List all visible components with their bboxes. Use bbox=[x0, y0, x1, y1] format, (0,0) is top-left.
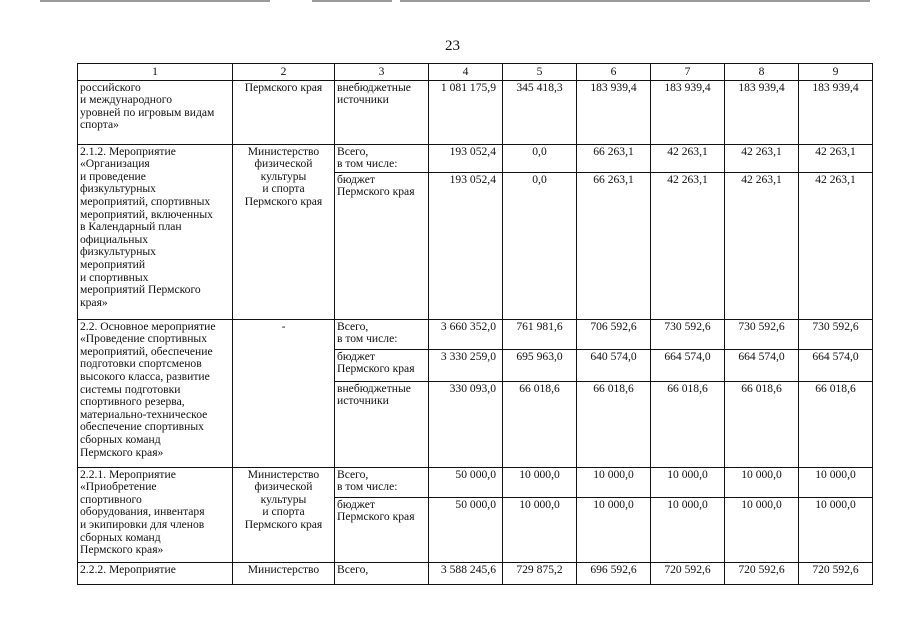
amount-cell: 10 000,0 bbox=[577, 467, 651, 497]
table-row bbox=[78, 80, 873, 144]
amount-cell: 720 592,6 bbox=[799, 562, 873, 584]
amount-cell: 183 939,4 bbox=[651, 80, 725, 144]
column-header: 5 bbox=[503, 64, 577, 81]
amount-cell: 10 000,0 bbox=[503, 497, 577, 562]
amount-cell: 66 263,1 bbox=[577, 172, 651, 319]
amount-cell: 330 093,0 bbox=[429, 381, 503, 467]
funding-source-cell: Всего, bbox=[335, 562, 429, 584]
amount-cell: 10 000,0 bbox=[651, 467, 725, 497]
activity-name-cell: 2.2.1. Мероприятие «Приобретение спортивного оборудования, инвентаря и экипировки для членов сборных команд Пермского края» bbox=[78, 467, 233, 562]
amount-cell: 66 018,6 bbox=[503, 381, 577, 467]
amount-cell: 730 592,6 bbox=[725, 319, 799, 349]
amount-cell: 720 592,6 bbox=[725, 562, 799, 584]
activity-name-cell: 2.1.2. Мероприятие «Организация и проведение физкультурных мероприятий, спортивных мероприятий, включенных в Календарный план официальных физкультурных мероприятий и спортивных мероприятий Пермского края» bbox=[78, 144, 233, 319]
amount-cell: 10 000,0 bbox=[725, 497, 799, 562]
amount-cell: 183 939,4 bbox=[725, 80, 799, 144]
responsible-cell: - bbox=[233, 319, 335, 467]
amount-cell: 66 018,6 bbox=[577, 381, 651, 467]
table-row bbox=[78, 144, 873, 172]
amount-cell: 0,0 bbox=[503, 172, 577, 319]
table-row bbox=[78, 562, 873, 584]
amount-cell: 193 052,4 bbox=[429, 144, 503, 172]
page-number: 23 bbox=[445, 38, 460, 54]
amount-cell: 729 875,2 bbox=[503, 562, 577, 584]
amount-cell: 10 000,0 bbox=[799, 497, 873, 562]
funding-source-cell: внебюджетные источники bbox=[335, 381, 429, 467]
table-row bbox=[78, 319, 873, 349]
column-header: 7 bbox=[651, 64, 725, 81]
column-header: 9 bbox=[799, 64, 873, 81]
funding-source-cell: внебюджетные источники bbox=[335, 80, 429, 144]
responsible-cell: Министерство физической культуры и спорта Пермского края bbox=[233, 467, 335, 562]
amount-cell: 50 000,0 bbox=[429, 497, 503, 562]
amount-cell: 66 018,6 bbox=[799, 381, 873, 467]
amount-cell: 696 592,6 bbox=[577, 562, 651, 584]
amount-cell: 66 018,6 bbox=[651, 381, 725, 467]
column-header: 1 bbox=[78, 64, 233, 81]
table-row bbox=[78, 467, 873, 497]
amount-cell: 42 263,1 bbox=[725, 144, 799, 172]
table-body bbox=[78, 64, 873, 585]
amount-cell: 50 000,0 bbox=[429, 467, 503, 497]
amount-cell: 10 000,0 bbox=[503, 467, 577, 497]
funding-source-cell: Всего, в том числе: bbox=[335, 319, 429, 349]
top-rule-middle bbox=[312, 0, 392, 2]
amount-cell: 664 574,0 bbox=[651, 349, 725, 381]
amount-cell: 42 263,1 bbox=[799, 172, 873, 319]
amount-cell: 66 263,1 bbox=[577, 144, 651, 172]
amount-cell: 761 981,6 bbox=[503, 319, 577, 349]
amount-cell: 183 939,4 bbox=[799, 80, 873, 144]
column-header: 8 bbox=[725, 64, 799, 81]
budget-table bbox=[77, 63, 873, 585]
column-header: 4 bbox=[429, 64, 503, 81]
amount-cell: 3 588 245,6 bbox=[429, 562, 503, 584]
responsible-cell: Министерство физической культуры и спорта Пермского края bbox=[233, 144, 335, 319]
amount-cell: 3 660 352,0 bbox=[429, 319, 503, 349]
amount-cell: 42 263,1 bbox=[725, 172, 799, 319]
amount-cell: 730 592,6 bbox=[651, 319, 725, 349]
header-row bbox=[78, 64, 873, 81]
amount-cell: 42 263,1 bbox=[651, 172, 725, 319]
amount-cell: 1 081 175,9 bbox=[429, 80, 503, 144]
activity-name-cell: 2.2.2. Мероприятие bbox=[78, 562, 233, 584]
column-header: 6 bbox=[577, 64, 651, 81]
amount-cell: 706 592,6 bbox=[577, 319, 651, 349]
amount-cell: 42 263,1 bbox=[651, 144, 725, 172]
column-header: 3 bbox=[335, 64, 429, 81]
amount-cell: 193 052,4 bbox=[429, 172, 503, 319]
funding-source-cell: бюджет Пермского края bbox=[335, 497, 429, 562]
amount-cell: 10 000,0 bbox=[651, 497, 725, 562]
amount-cell: 42 263,1 bbox=[799, 144, 873, 172]
amount-cell: 695 963,0 bbox=[503, 349, 577, 381]
amount-cell: 10 000,0 bbox=[577, 497, 651, 562]
amount-cell: 664 574,0 bbox=[725, 349, 799, 381]
top-rule-right bbox=[400, 0, 870, 2]
funding-source-cell: Всего, в том числе: bbox=[335, 467, 429, 497]
amount-cell: 664 574,0 bbox=[799, 349, 873, 381]
column-header: 2 bbox=[233, 64, 335, 81]
amount-cell: 345 418,3 bbox=[503, 80, 577, 144]
amount-cell: 720 592,6 bbox=[651, 562, 725, 584]
responsible-cell: Пермского края bbox=[233, 80, 335, 144]
responsible-cell: Министерство bbox=[233, 562, 335, 584]
amount-cell: 66 018,6 bbox=[725, 381, 799, 467]
top-rule-left bbox=[40, 0, 270, 2]
funding-source-cell: бюджет Пермского края bbox=[335, 172, 429, 319]
amount-cell: 183 939,4 bbox=[577, 80, 651, 144]
amount-cell: 730 592,6 bbox=[799, 319, 873, 349]
amount-cell: 10 000,0 bbox=[799, 467, 873, 497]
activity-name-cell: 2.2. Основное мероприятие «Проведение спортивных мероприятий, обеспечение подготовки спортсменов высокого класса, развитие системы подготовки спортивного резерва, материально-техническое обеспечение спортивных сборных команд Пермского края» bbox=[78, 319, 233, 467]
funding-source-cell: Всего, в том числе: bbox=[335, 144, 429, 172]
amount-cell: 0,0 bbox=[503, 144, 577, 172]
funding-source-cell: бюджет Пермского края bbox=[335, 349, 429, 381]
amount-cell: 10 000,0 bbox=[725, 467, 799, 497]
amount-cell: 640 574,0 bbox=[577, 349, 651, 381]
amount-cell: 3 330 259,0 bbox=[429, 349, 503, 381]
activity-name-cell: российского и международного уровней по игровым видам спорта» bbox=[78, 80, 233, 144]
